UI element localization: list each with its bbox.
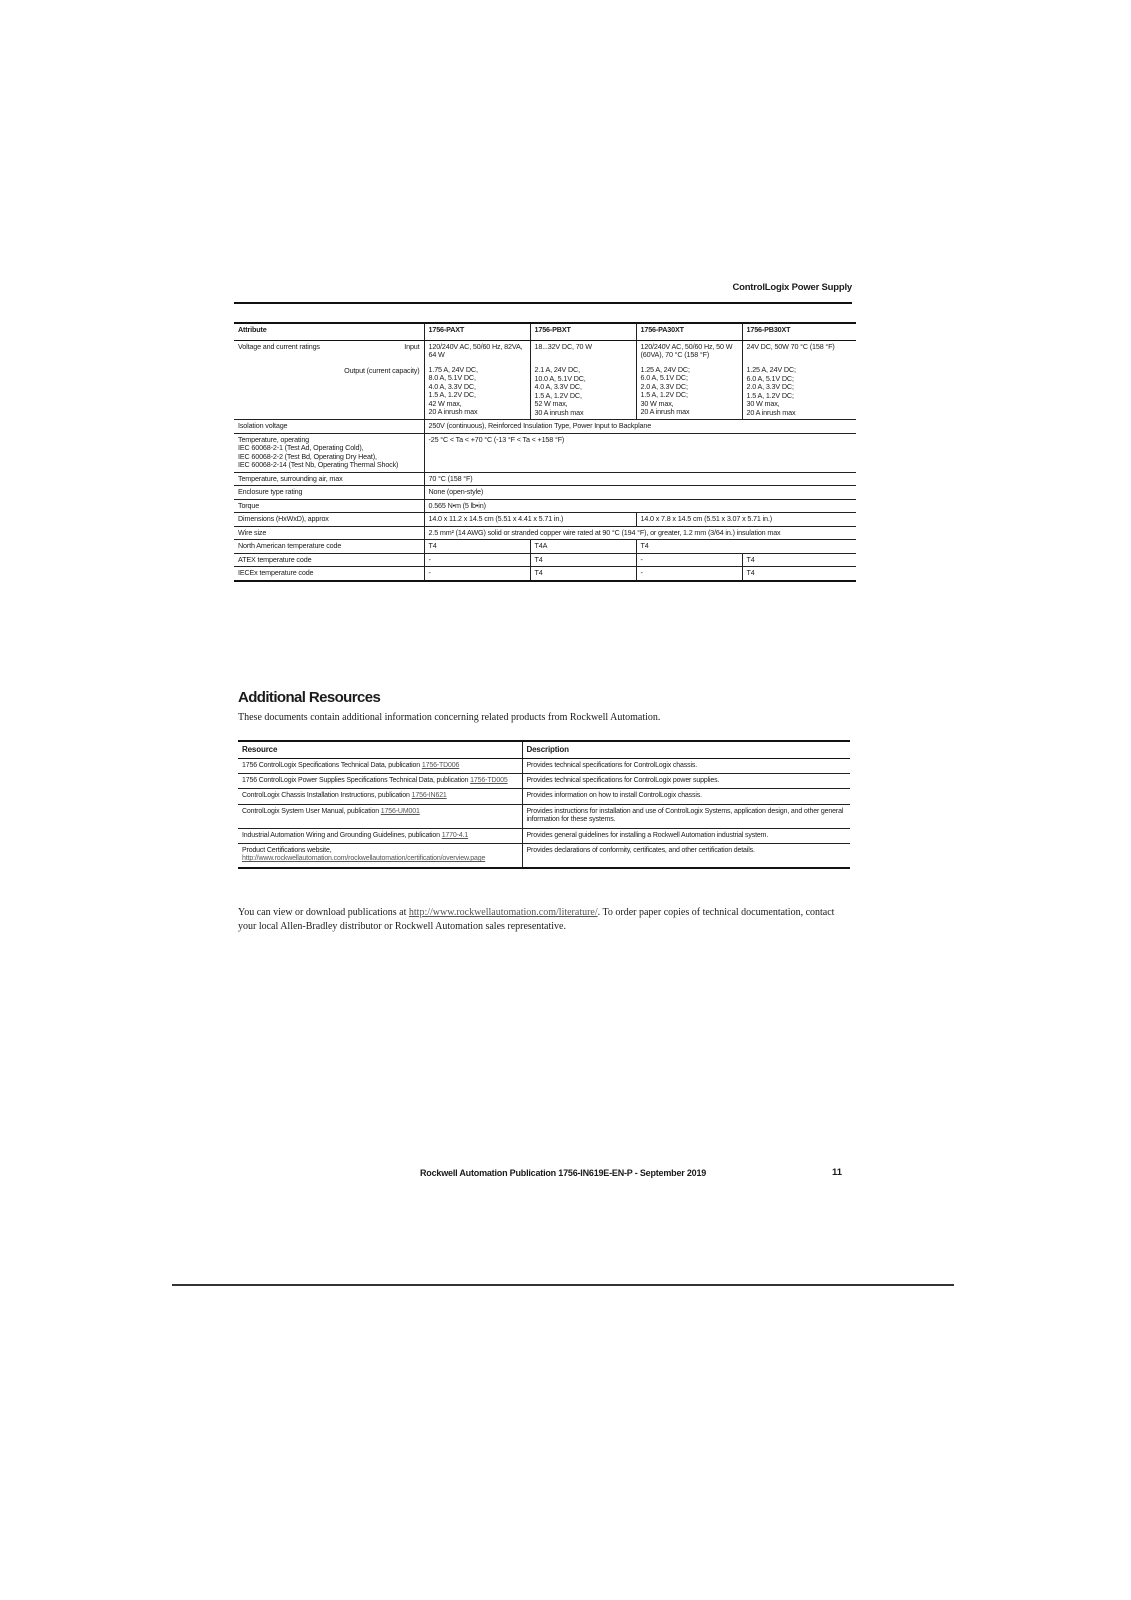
outro-text-before: You can view or download publications at: [238, 907, 409, 918]
torque-label: Torque: [234, 499, 424, 512]
atex-pb30xt: T4: [742, 553, 856, 566]
pb30xt-input: 24V DC, 50W 70 °C (158 °F): [746, 342, 835, 351]
paxt-voltage-cell: [424, 341, 530, 420]
temp-air-label: Temperature, surrounding air, max: [234, 472, 424, 485]
atex-pbxt: T4: [530, 553, 636, 566]
resource-title: ControlLogix Chassis Installation Instructions, publication: [242, 792, 412, 800]
table-row: [238, 758, 850, 773]
description-cell: Provides technical specifications for ControlLogix chassis.: [522, 758, 850, 773]
header-rule: [234, 302, 852, 304]
iecex-pbxt: T4: [530, 567, 636, 581]
outro-text-after: . To order paper copies of technical documentation, contact your local Allen-Bradley distributor or Rockwell Automation sales representative.: [238, 907, 835, 932]
enclosure-label: Enclosure type rating: [234, 486, 424, 499]
na-code-pa30-pb30: T4: [636, 540, 856, 553]
col-resource: Resource: [238, 741, 522, 758]
resource-title: 1756 ControlLogix Power Supplies Specifications Technical Data, publication: [242, 776, 471, 784]
additional-resources-heading: Additional Resources: [238, 689, 381, 706]
atex-paxt: -: [424, 553, 530, 566]
voltage-attribute-cell: [234, 341, 424, 420]
pbxt-voltage-cell: [530, 341, 636, 420]
certifications-link[interactable]: http://www.rockwellautomation.com/rockwellautomation/certification/overview.page: [242, 855, 486, 863]
resource-cell: [238, 789, 522, 804]
iecex-paxt: -: [424, 567, 530, 581]
spec-header-row: [234, 323, 856, 341]
description-cell: Provides information on how to install ControlLogix chassis.: [522, 789, 850, 804]
isolation-label: Isolation voltage: [234, 420, 424, 433]
col-1756-pb30xt: 1756-PB30XT: [742, 323, 856, 341]
table-row: [238, 773, 850, 788]
atex-label: ATEX temperature code: [234, 553, 424, 566]
row-enclosure: [234, 486, 856, 499]
publication-link[interactable]: 1756-IN621: [411, 792, 447, 800]
atex-pa30xt: -: [636, 553, 742, 566]
enclosure-value: None (open-style): [424, 486, 856, 499]
specifications-table: [234, 322, 856, 582]
table-row: [238, 843, 850, 867]
temp-operating-label: Temperature, operating IEC 60068-2-1 (Test Ad, Operating Cold), IEC 60068-2-2 (Test Bd, Operating Dry Heat), IEC 60068-2-14 (Test Nb, Operating Thermal Shock): [234, 433, 424, 472]
na-code-pbxt: T4A: [530, 540, 636, 553]
dimensions-value-b: 14.0 x 7.8 x 14.5 cm (5.51 x 3.07 x 5.71 in.): [636, 513, 856, 526]
na-code-paxt: T4: [424, 540, 530, 553]
resource-cell: [238, 843, 522, 867]
pbxt-input: 18...32V DC, 70 W: [534, 342, 592, 351]
publication-link[interactable]: 1756-TD005: [470, 776, 508, 784]
resource-title: Product Certifications website,: [242, 846, 332, 854]
description-cell: Provides instructions for installation and use of ControlLogix Systems, application design, and other general information for these systems.: [522, 804, 850, 828]
col-attribute: Attribute: [234, 323, 424, 341]
table-row: [238, 828, 850, 843]
row-wire-size: [234, 526, 856, 539]
description-cell: Provides technical specifications for ControlLogix power supplies.: [522, 773, 850, 788]
pbxt-output: 2.1 A, 24V DC, 10.0 A, 5.1V DC, 4.0 A, 3.3V DC, 1.5 A, 1.2V DC, 52 W max, 30 A inrush max: [534, 365, 586, 417]
wire-value: 2.5 mm² (14 AWG) solid or stranded copper wire rated at 90 °C (194 °F), or greater, 1.2 mm (3/64 in.) insulation max: [424, 526, 856, 539]
literature-paragraph: [238, 906, 850, 933]
pb30xt-voltage-cell: [742, 341, 856, 420]
resources-table: [238, 740, 850, 869]
resource-title: 1756 ControlLogix Specifications Technical Data, publication: [242, 761, 422, 769]
iecex-pb30xt: T4: [742, 567, 856, 581]
col-description: Description: [522, 741, 850, 758]
footer-publication: Rockwell Automation Publication 1756-IN619E-EN-P - September 2019: [420, 1168, 707, 1178]
publication-link[interactable]: 1770-4.1: [441, 831, 469, 839]
table-row: [238, 789, 850, 804]
publication-link[interactable]: 1756-TD006: [421, 761, 460, 769]
row-na-temp-code: [234, 540, 856, 553]
col-1756-pa30xt: 1756-PA30XT: [636, 323, 742, 341]
pa30xt-voltage-cell: [636, 341, 742, 420]
publication-link[interactable]: 1756-UM001: [380, 807, 420, 815]
dimensions-label: Dimensions (HxWxD), approx: [234, 513, 424, 526]
row-isolation-voltage: [234, 420, 856, 433]
col-1756-paxt: 1756-PAXT: [424, 323, 530, 341]
resources-header-row: [238, 741, 850, 758]
resource-title: ControlLogix System User Manual, publication: [242, 807, 381, 815]
wire-label: Wire size: [234, 526, 424, 539]
resource-cell: [238, 773, 522, 788]
pb30xt-output: 1.25 A, 24V DC; 6.0 A, 5.1V DC; 2.0 A, 3.3V DC; 1.5 A, 1.2V DC; 30 W max, 20 A inrush max: [746, 365, 796, 417]
temp-air-value: 70 °C (158 °F): [424, 472, 856, 485]
resource-cell: [238, 828, 522, 843]
page-number: 11: [832, 1167, 843, 1178]
isolation-value: 250V (continuous), Reinforced Insulation Type, Power Input to Backplane: [424, 420, 856, 433]
voltage-label: Voltage and current ratings: [238, 342, 320, 351]
row-temperature-air: [234, 472, 856, 485]
input-label: Input: [404, 342, 420, 351]
pa30xt-output: 1.25 A, 24V DC; 6.0 A, 5.1V DC; 2.0 A, 3.3V DC; 1.5 A, 1.2V DC; 30 W max, 20 A inrush max: [640, 364, 690, 417]
description-cell: Provides general guidelines for installing a Rockwell Automation industrial system.: [522, 828, 850, 843]
col-1756-pbxt: 1756-PBXT: [530, 323, 636, 341]
page-edge-rule: [172, 1284, 954, 1286]
iecex-label: IECEx temperature code: [234, 567, 424, 581]
description-cell: Provides declarations of conformity, certificates, and other certification details.: [522, 843, 850, 867]
row-voltage-ratings: [234, 341, 856, 420]
row-temperature-operating: [234, 433, 856, 472]
dimensions-value-a: 14.0 x 11.2 x 14.5 cm (5.51 x 4.41 x 5.71 in.): [424, 513, 636, 526]
row-dimensions: [234, 513, 856, 526]
literature-link[interactable]: http://www.rockwellautomation.com/literature/: [408, 907, 598, 918]
temp-operating-value: -25 °C < Ta < +70 °C (-13 °F < Ta < +158 °F): [424, 433, 856, 472]
row-atex-temp-code: [234, 553, 856, 566]
resource-cell: [238, 758, 522, 773]
resource-title: Industrial Automation Wiring and Grounding Guidelines, publication: [242, 831, 442, 839]
table-row: [238, 804, 850, 828]
row-torque: [234, 499, 856, 512]
torque-value: 0.565 N•m (5 lb•in): [424, 499, 856, 512]
na-code-label: North American temperature code: [234, 540, 424, 553]
iecex-pa30xt: -: [636, 567, 742, 581]
running-header: ControlLogix Power Supply: [732, 282, 852, 293]
output-label: Output (current capacity): [344, 366, 420, 376]
resources-intro: These documents contain additional information concerning related products from Rockwell Automation.: [238, 712, 661, 723]
pa30xt-input: 120/240V AC, 50/60 Hz, 50 W (60VA), 70 °C (158 °F): [640, 342, 733, 360]
row-iecex-temp-code: [234, 567, 856, 581]
resource-cell: [238, 804, 522, 828]
paxt-input: 120/240V AC, 50/60 Hz, 82VA, 64 W: [428, 342, 523, 360]
paxt-output: 1.75 A, 24V DC, 8.0 A, 5.1V DC, 4.0 A, 3.3V DC, 1.5 A, 1.2V DC, 42 W max, 20 A inrush max: [428, 364, 478, 417]
